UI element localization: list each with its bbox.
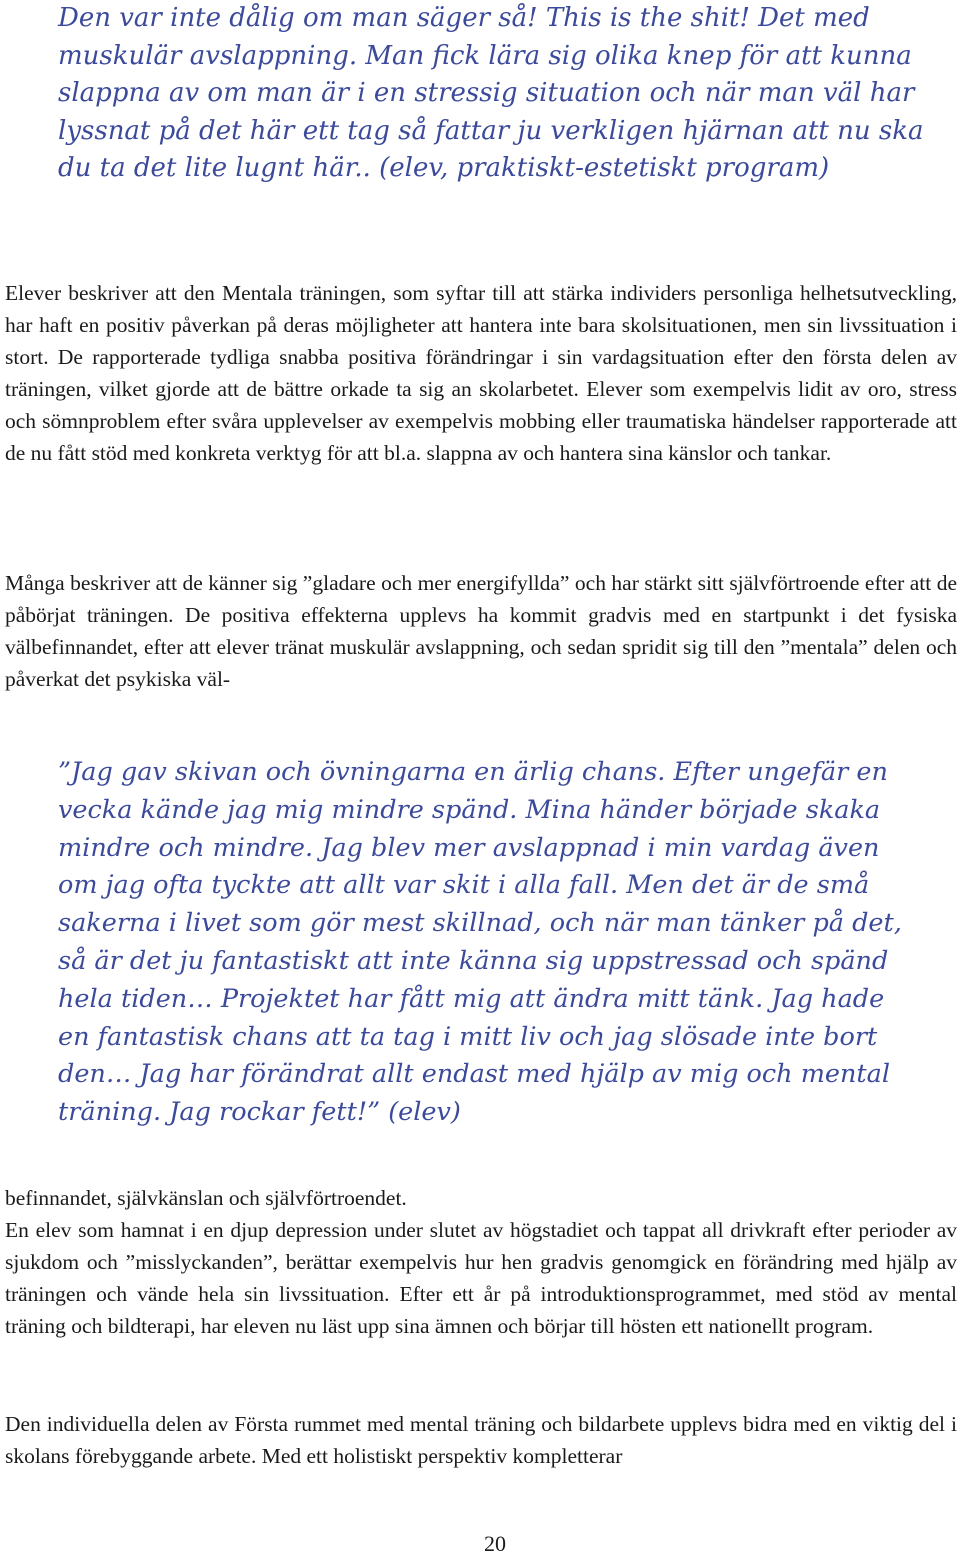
body-paragraph-4: Den individuella delen av Första rummet med mental träning och bildarbete upplevs bidra med en viktig del i skolans förebyggande arbete. Med ett holistiskt perspektiv kompletterar xyxy=(5,1412,957,1468)
page-number: 20 xyxy=(484,1531,506,1556)
body-paragraph-1: Elever beskriver att den Mentala träningen, som syftar till att stärka individers personliga helhetsutveckling, har haft en positiv påverkan på deras möjligheter att hantera inte bara skolsituationen, men sin livssituation i stort. De rapporterade tydliga snabba positiva förändringar i sin vardagsituation efter den första delen av träningen, vilket gjorde att de bättre orkade ta sig an skolarbetet. Elever som exempelvis lidit av oro, stress och sömnproblem efter svåra upplevelser av exempelvis mobbing eller traumatiska händelser rapporterade att de nu fått stöd med konkreta verktyg för att bl.a. slappna av och hantera sina känslor och tankar. xyxy=(5,281,957,465)
pull-quote-middle: ”Jag gav skivan och övningarna en ärlig chans. Efter ungefär en vecka kände jag mig mindre spänd. Mina händer började skaka mindre och mindre. Jag blev mer avslappnad i min vardag även om jag ofta tyckte att allt var skit i alla fall. Men det är de små sakerna i livet som gör mest skillnad, och när man tänker på det, så är det ju fantastiskt att inte känna sig uppstressad och spänd hela tiden… Projektet har fått mig att ändra mitt tänk. Jag hade en fantastisk chans att ta tag i mitt liv och jag slösade inte bort den… Jag har förändrat allt endast med hjälp av mig och mental träning. Jag rockar fett!” (elev) xyxy=(58,757,902,1128)
body-paragraph-2: Många beskriver att de känner sig ”gladare och mer energifyllda” och har stärkt sitt självförtroende efter att de påbörjat träningen. De positiva effekterna upplevs ha kommit gradvis med en startpunkt i det fysiska välbefinnandet, efter att elever tränat muskulär avslappning, och sedan spridit sig till den ”mentala” delen och påverkat det psykiska väl- xyxy=(5,571,957,691)
pull-quote-top: Den var inte dålig om man säger så! This is the shit! Det med muskulär avslappning. Man fick lära sig olika knep för att kunna slappna av om man är i en stressig situation och när man väl har lyssnat på det här ett tag så fattar ju verkligen hjärnan att nu ska du ta det lite lugnt här.. (elev, praktiskt-estetiskt program) xyxy=(58,3,924,183)
body-paragraph-3: befinnandet, självkänslan och självförtroendet. En elev som hamnat i en djup depression under slutet av högstadiet och tappat all drivkraft efter perioder av sjukdom och ”misslyckanden”, berättar exempelvis hur hen gradvis genomgick en förändring med hjälp av träningen och vände hela sin livssituation. Efter ett år på introduktionsprogrammet, med stöd av mental träning och bildterapi, har eleven nu läst upp sina ämnen och börjar till hösten ett nationellt program. xyxy=(5,1186,957,1338)
